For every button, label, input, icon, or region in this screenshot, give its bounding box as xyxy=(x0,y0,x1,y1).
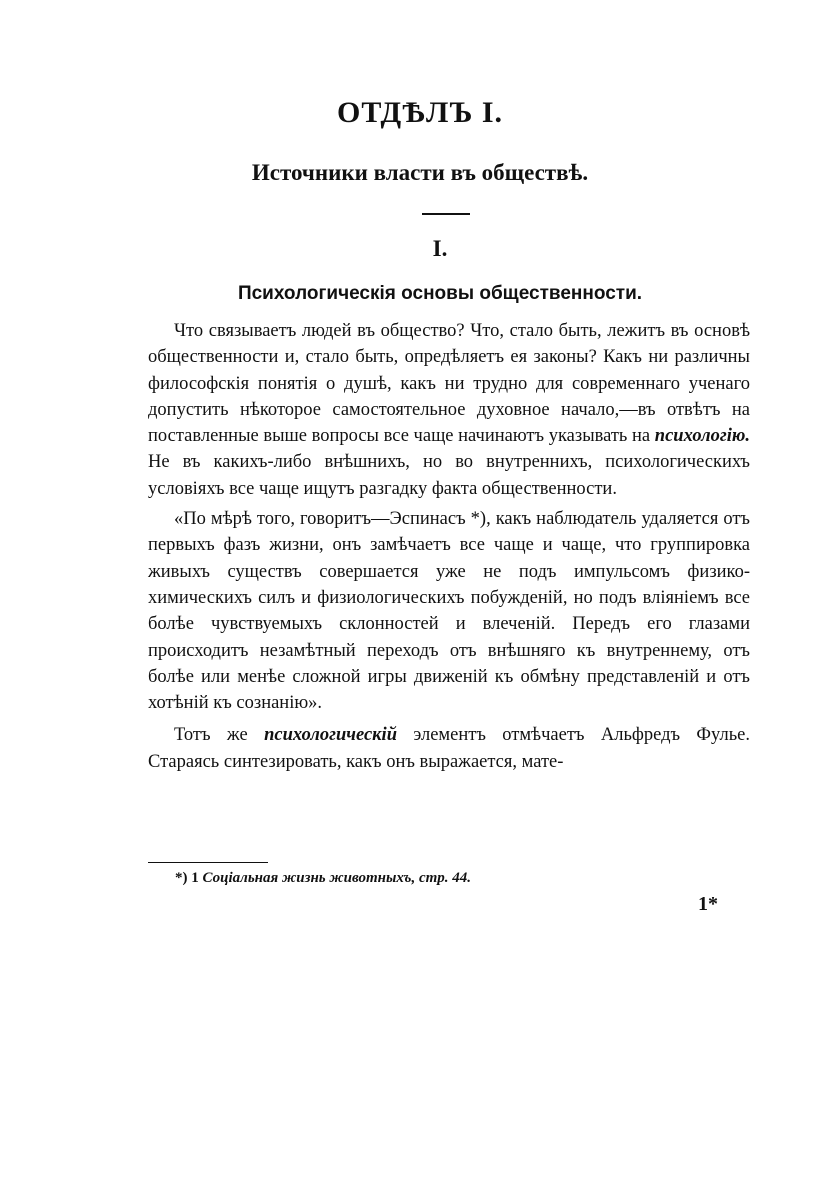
paragraph-2: «По мѣрѣ того, говоритъ—Эспинасъ *), какъ наблюдатель удаляется отъ первыхъ фазъ жизни, онъ замѣчаетъ все чаще и чаще, что группировка живыхъ существъ совершается уже не подъ импульсомъ физико-химическихъ силъ и физиологическихъ побужденій, но подъ вліяніемъ все болѣе чувствуемыхъ склонностей и влеченій. Передъ его глазами происходитъ незамѣтный переходъ отъ внѣшняго къ внутреннему, отъ болѣе или менѣе сложной игры движеній къ обмѣну представленій и отъ хотѣній къ сознанію». xyxy=(148,509,750,714)
footnote-divider xyxy=(148,862,268,863)
footnote-text: Соціальная жизнь животныхъ, стр. 44. xyxy=(202,870,472,886)
section-title: Психологическія основы общественности. xyxy=(237,283,643,304)
paragraph-3-tail: элементъ отмѣчаетъ Альфредъ Фулье. Стараясь синтезировать, какъ онъ выражается, мате- xyxy=(148,725,750,772)
footnote xyxy=(175,870,735,887)
body-text xyxy=(148,318,750,781)
paragraph-3-head: Тотъ же xyxy=(174,725,248,746)
section-number: I. xyxy=(432,236,448,261)
signature-mark: 1* xyxy=(698,893,718,915)
part-subtitle: Источники власти въ обществѣ. xyxy=(251,160,589,185)
paragraph-1 xyxy=(148,318,750,502)
footnote-marker: *) 1 xyxy=(175,870,199,886)
title-divider xyxy=(422,213,470,215)
paragraph-1-italic: психологію. xyxy=(654,426,751,447)
part-title: ОТДѢЛЪ I. xyxy=(337,96,503,129)
paragraph-3 xyxy=(148,722,750,775)
paragraph-1-text: Что связываетъ людей въ общество? Что, стало быть, лежитъ въ основѣ общественности и, стало быть, опредѣляетъ ея законы? Какъ ни различны философскія понятія о душѣ, какъ ни трудно для современнаго ученаго допустить нѣкоторое самостоятельное духовное начало,—въ отвѣтъ на поставленные выше вопросы все чаще начинаютъ указывать на xyxy=(148,321,750,447)
paragraph-1-tail: Не въ какихъ-либо внѣшнихъ, но во внутреннихъ, психологическихъ условіяхъ все чаще ищутъ разгадку факта общественности. xyxy=(148,452,750,499)
paragraph-3-italic: психологическій xyxy=(264,725,397,746)
